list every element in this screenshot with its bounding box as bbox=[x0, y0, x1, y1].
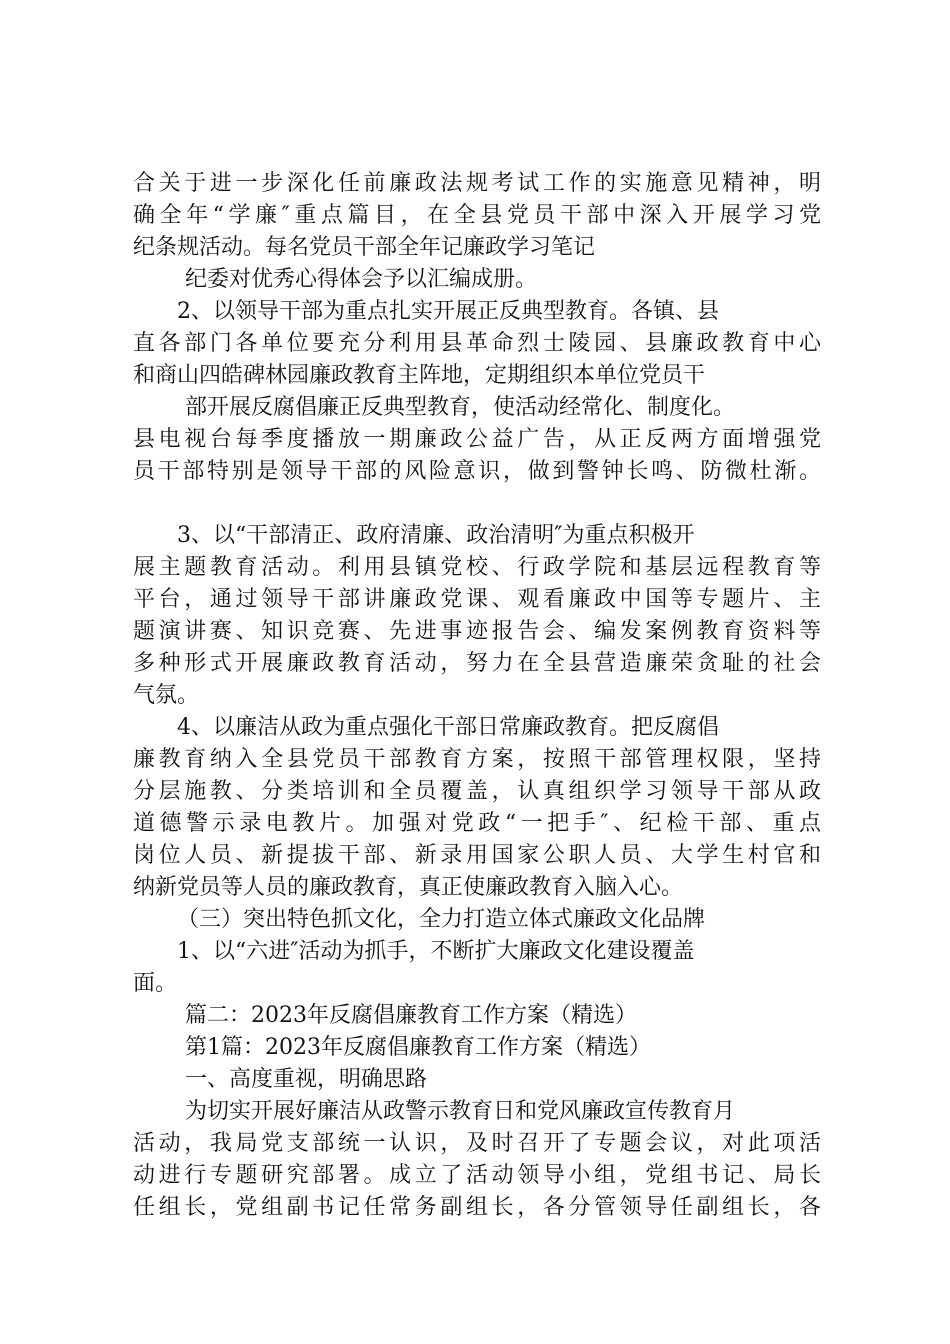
text-line: 为切实开展好廉洁从政警示教育日和党风廉政宣传教育月 bbox=[185, 1099, 736, 1124]
text-line: 任组长，党组副书记任常务副组长，各分管领导任副组长，各 bbox=[133, 1195, 821, 1220]
text-line: 部开展反腐倡廉正反典型教育，使活动经常化、制度化。 bbox=[185, 395, 736, 420]
article-heading: 篇二：2023年反腐倡廉教育工作方案（精选） bbox=[185, 1003, 637, 1028]
text-line: 直各部门各单位要充分利用县革命烈士陵园、县廉政教育中心 bbox=[133, 331, 821, 356]
text-line: 4、以廉洁从政为重点强化干部日常廉政教育。把反腐倡 bbox=[177, 715, 719, 740]
text-line: 和商山四皓碑林园廉政教育主阵地，定期组织本单位党员干 bbox=[133, 363, 706, 388]
section-heading: （三）突出特色抓文化，全力打造立体式廉政文化品牌 bbox=[177, 907, 706, 932]
text-line: 1、以“六进″活动为抓手，不断扩大廉政文化建设覆盖 bbox=[177, 939, 695, 964]
text-line: 3、以“干部清正、政府清廉、政治清明″为重点积极开 bbox=[177, 523, 695, 548]
text-line: 平台，通过领导干部讲廉政党课、观看廉政中国等专题片、主 bbox=[133, 587, 821, 612]
text-line: 活动，我局党支部统一认识，及时召开了专题会议，对此项活 bbox=[133, 1131, 821, 1156]
text-line: 动进行专题研究部署。成立了活动领导小组，党组书记、局长 bbox=[133, 1163, 821, 1188]
text-line: 2、以领导干部为重点扎实开展正反典型教育。各镇、县 bbox=[177, 299, 719, 324]
paragraph-gap bbox=[133, 488, 833, 520]
text-line: 县电视台每季度播放一期廉政公益广告，从正反两方面增强党 bbox=[133, 427, 821, 452]
section-heading: 一、高度重视，明确思路 bbox=[185, 1067, 428, 1092]
article-heading: 第1篇：2023年反腐倡廉教育工作方案（精选） bbox=[185, 1035, 651, 1060]
text-line: 确全年“学廉″重点篇目，在全县党员干部中深入开展学习党 bbox=[133, 203, 821, 228]
text-line: 多种形式开展廉政教育活动，努力在全县营造廉荣贪耻的社会 bbox=[133, 651, 821, 676]
document-body bbox=[133, 168, 833, 1224]
text-line: 岗位人员、新提拔干部、新录用国家公职人员、大学生村官和 bbox=[133, 843, 821, 868]
text-line: 员干部特别是领导干部的风险意识，做到警钟长鸣、防微杜渐。 bbox=[133, 459, 821, 484]
text-line: 合关于进一步深化任前廉政法规考试工作的实施意见精神，明 bbox=[133, 171, 821, 196]
text-line: 廉教育纳入全县党员干部教育方案，按照干部管理权限，坚持 bbox=[133, 747, 821, 772]
text-line: 题演讲赛、知识竞赛、先进事迹报告会、编发案例教育资料等 bbox=[133, 619, 821, 644]
text-line: 分层施教、分类培训和全员覆盖，认真组织学习领导干部从政 bbox=[133, 779, 821, 804]
text-line: 气氛。 bbox=[133, 683, 200, 708]
text-line: 纳新党员等人员的廉政教育，真正使廉政教育入脑入心。 bbox=[133, 875, 684, 900]
text-line: 展主题教育活动。利用县镇党校、行政学院和基层远程教育等 bbox=[133, 555, 821, 580]
text-line: 面。 bbox=[133, 971, 178, 996]
text-line: 道德警示录电教片。加强对党政“一把手″、纪检干部、重点 bbox=[133, 811, 821, 836]
text-line: 纪条规活动。每名党员干部全年记廉政学习笔记 bbox=[133, 235, 596, 260]
text-line: 纪委对优秀心得体会予以汇编成册。 bbox=[185, 267, 538, 292]
